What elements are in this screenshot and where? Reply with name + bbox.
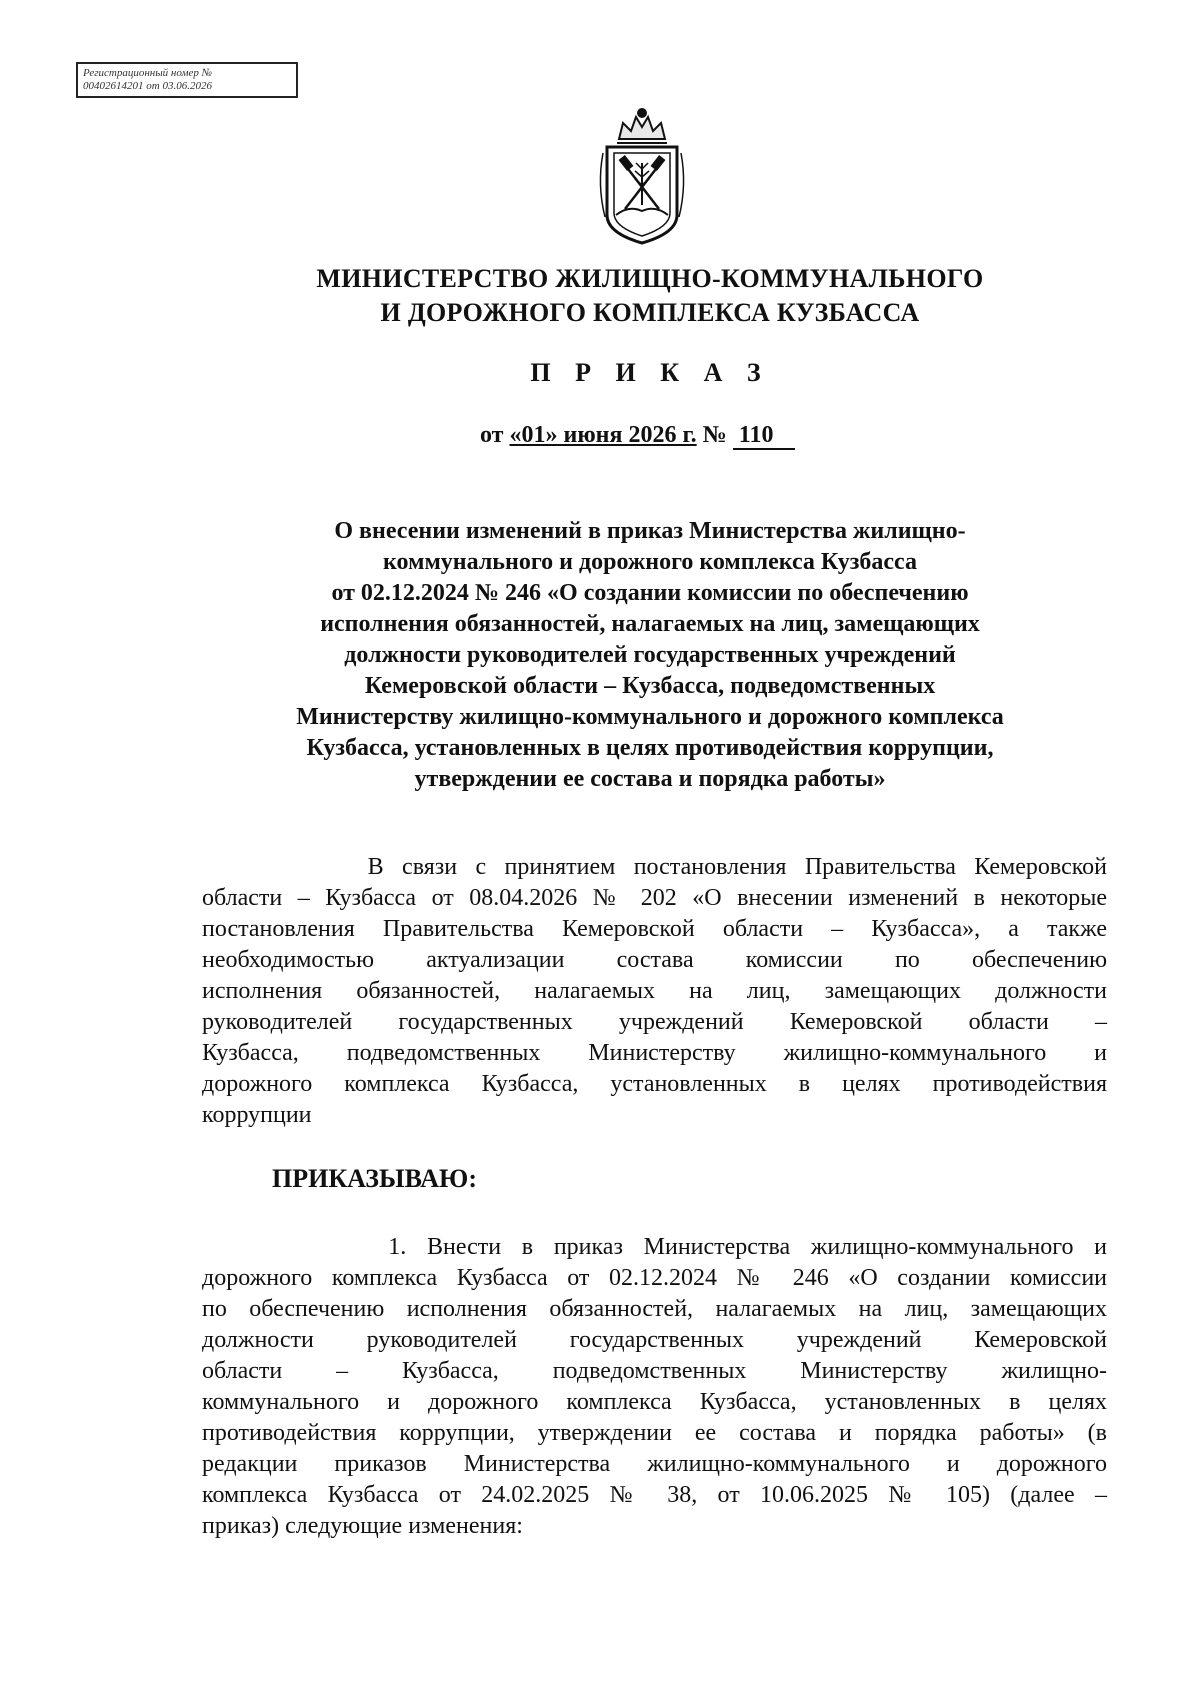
preamble-paragraph — [202, 852, 1107, 1131]
item-1-line: редакции приказов Министерства жилищно-коммунального и дорожного — [202, 1451, 1107, 1477]
order-number-sign: № — [702, 422, 727, 448]
item-1-line: противодействия коррупции, утверждении ее состава и порядка работы» (в — [202, 1420, 1107, 1446]
registration-stamp-line1: Регистрационный номер № — [83, 67, 212, 79]
preamble-line: постановления Правительства Кемеровской области – Кузбасса», а также — [202, 916, 1107, 942]
order-number: 110 — [733, 422, 796, 450]
preamble-line: необходимостью актуализации состава комиссии по обеспечению — [202, 947, 1107, 973]
kuzbass-coat-of-arms-icon — [589, 105, 695, 247]
ministry-name — [200, 262, 1100, 330]
item-1-paragraph — [202, 1232, 1107, 1542]
item-1-line: коммунального и дорожного комплекса Кузбасса, установленных в целях — [202, 1389, 1107, 1415]
preamble-line: области – Кузбасса от 08.04.2026 № 202 «О внесении изменений в некоторые — [202, 885, 1107, 911]
subject-line: коммунального и дорожного комплекса Кузбасса — [383, 549, 917, 575]
preamble-line: руководителей государственных учреждений Кемеровской области – — [202, 1009, 1107, 1035]
subject-line: исполнения обязанностей, налагаемых на лиц, замещающих — [320, 611, 980, 637]
subject-line: Кемеровской области – Кузбасса, подведомственных — [364, 673, 936, 699]
item-1-line: дорожного комплекса Кузбасса от 02.12.2024 № 246 «О создании комиссии — [202, 1265, 1107, 1291]
preamble-line: дорожного комплекса Кузбасса, установленных в целях противодействия — [202, 1071, 1107, 1097]
item-1-line: 1. Внести в приказ Министерства жилищно-коммунального и — [202, 1234, 1107, 1260]
order-date-line — [480, 422, 795, 450]
order-word: ПРИКАЗЫВАЮ: — [272, 1164, 477, 1193]
registration-stamp — [76, 62, 298, 98]
subject-line: утверждении ее состава и порядка работы» — [414, 766, 886, 792]
preamble-line: Кузбасса, подведомственных Министерству жилищно-коммунального и — [202, 1040, 1107, 1066]
document-type-title: П Р И К А З — [530, 358, 770, 387]
order-subject — [180, 516, 1120, 795]
item-1-line: области – Кузбасса, подведомственных Министерству жилищно- — [202, 1358, 1107, 1384]
preamble-line: В связи с принятием постановления Правительства Кемеровской — [202, 854, 1107, 880]
ministry-name-line1: МИНИСТЕРСТВО ЖИЛИЩНО-КОММУНАЛЬНОГО — [316, 264, 984, 293]
item-1-line: приказ) следующие изменения: — [202, 1513, 523, 1539]
subject-line: Кузбасса, установленных в целях противодействия коррупции, — [306, 735, 994, 761]
subject-line: О внесении изменений в приказ Министерства жилищно- — [334, 518, 966, 544]
subject-line: должности руководителей государственных учреждений — [344, 642, 956, 668]
item-1-line: по обеспечению исполнения обязанностей, налагаемых на лиц, замещающих — [202, 1296, 1107, 1322]
order-date: «01» июня 2026 г. — [509, 422, 697, 448]
item-1-line: должности руководителей государственных учреждений Кемеровской — [202, 1327, 1107, 1353]
order-date-prefix: от — [480, 422, 504, 448]
registration-stamp-line2: 00402614201 от 03.06.2026 — [83, 80, 212, 92]
item-1-line: комплекса Кузбасса от 24.02.2025 № 38, от 10.06.2025 № 105) (далее – — [202, 1482, 1107, 1508]
subject-line: от 02.12.2024 № 246 «О создании комиссии по обеспечению — [331, 580, 969, 606]
subject-line: Министерству жилищно-коммунального и дорожного комплекса — [296, 704, 1004, 730]
preamble-line: коррупции — [202, 1102, 312, 1128]
ministry-name-line2: И ДОРОЖНОГО КОМПЛЕКСА КУЗБАССА — [380, 298, 920, 327]
preamble-line: исполнения обязанностей, налагаемых на лиц, замещающих должности — [202, 978, 1107, 1004]
